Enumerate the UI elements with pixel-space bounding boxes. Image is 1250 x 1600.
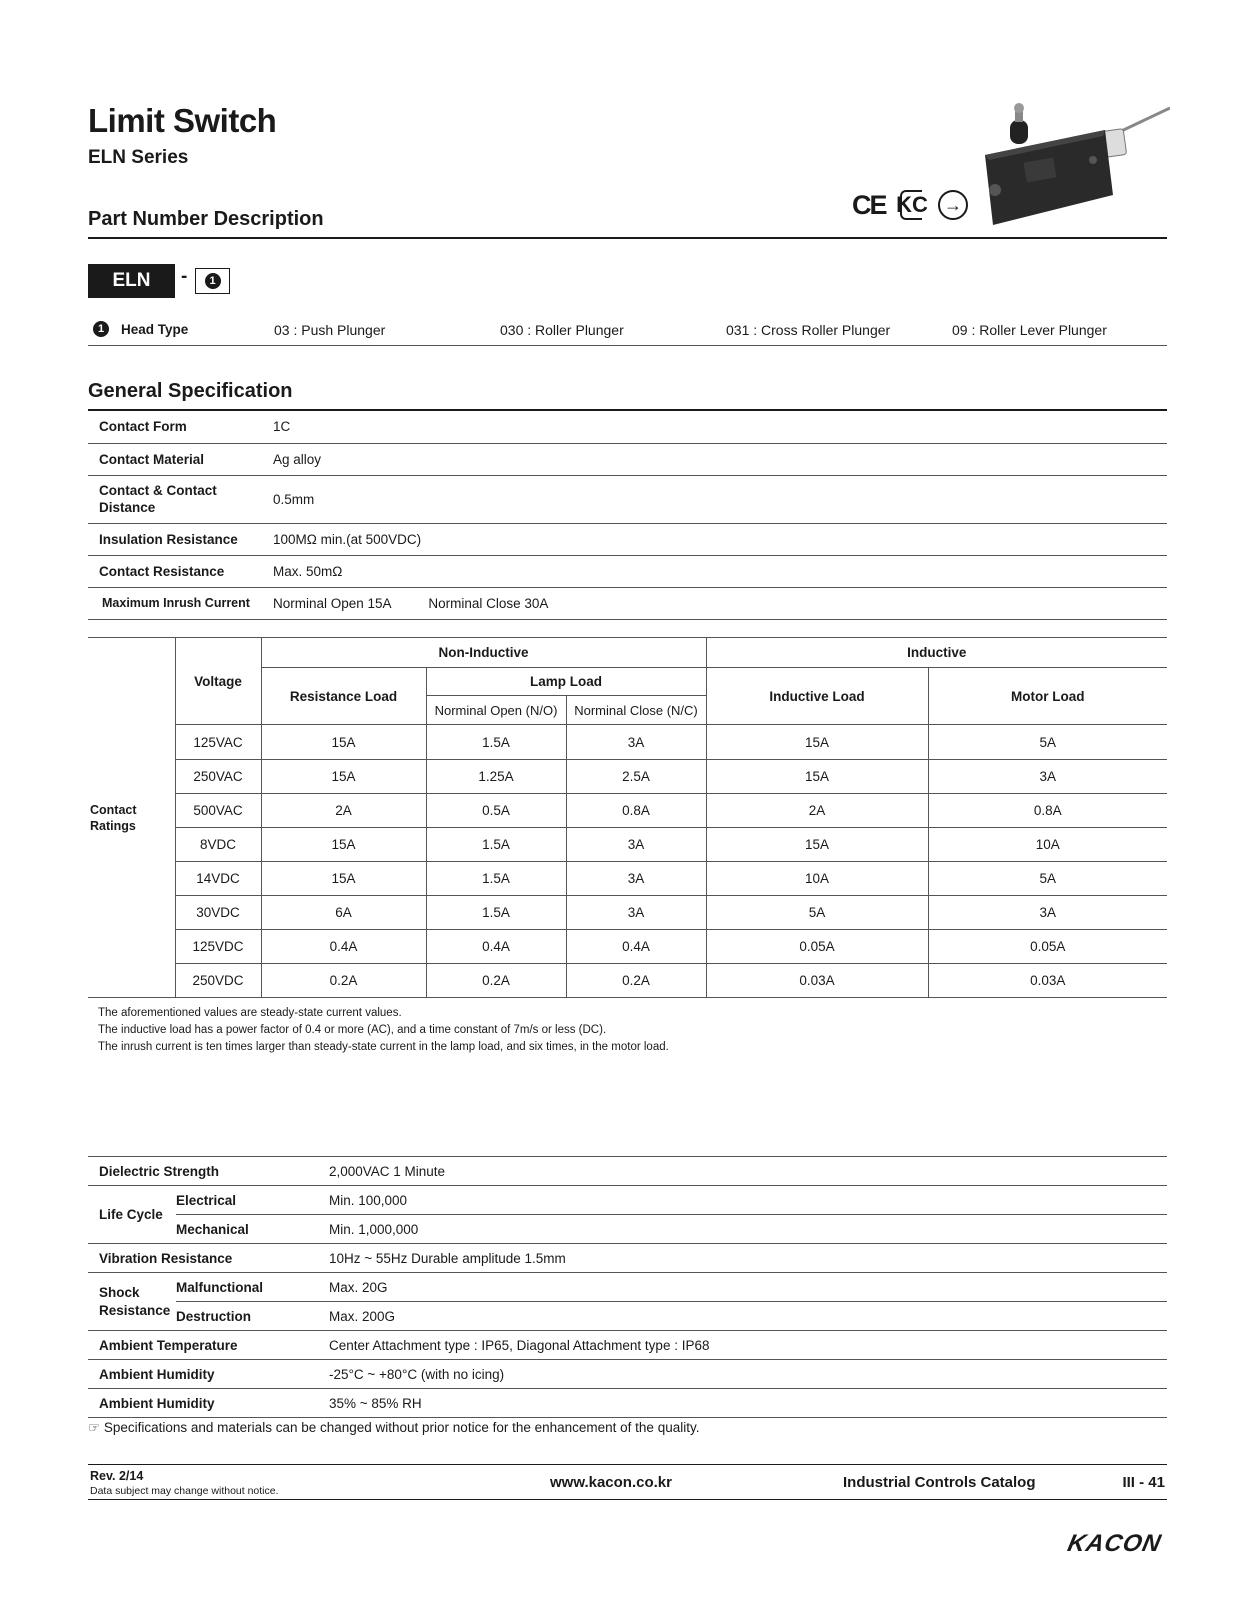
- table-cell: 0.2A: [426, 964, 566, 998]
- table-row: [88, 443, 1167, 475]
- spec-value: -25°C ~ +80°C (with no icing): [320, 1360, 1167, 1389]
- table-cell: 3A: [928, 760, 1167, 794]
- spec-key: Maximum Inrush Current: [88, 587, 264, 619]
- table-cell: 3A: [566, 862, 706, 896]
- general-spec-table: [88, 411, 1167, 620]
- table-cell: 2A: [706, 794, 928, 828]
- table-row: [88, 725, 1167, 760]
- spec-key: Ambient Humidity: [88, 1360, 320, 1389]
- spec-key: Shock Resistance: [88, 1273, 176, 1331]
- voltage-cell: 125VDC: [175, 930, 261, 964]
- voltage-cell: 125VAC: [175, 725, 261, 760]
- spec-value: Max. 200G: [320, 1302, 1167, 1331]
- spec-key: Ambient Humidity: [88, 1389, 320, 1418]
- spec-value: Center Attachment type : IP65, Diagonal Attachment type : IP68: [320, 1331, 1167, 1360]
- voltage-cell: 250VAC: [175, 760, 261, 794]
- table-cell: 15A: [261, 862, 426, 896]
- head-type-label: Head Type: [121, 322, 189, 337]
- ratings-notes: [98, 1005, 669, 1056]
- spec-value: Min. 1,000,000: [320, 1215, 1167, 1244]
- table-row: [88, 1360, 1167, 1389]
- spec-value: 0.5mm: [264, 475, 1167, 523]
- table-cell: 0.03A: [928, 964, 1167, 998]
- divider: [88, 237, 1167, 239]
- table-cell: 0.5A: [426, 794, 566, 828]
- spec-value: [264, 587, 1167, 619]
- spec-key: Insulation Resistance: [88, 523, 264, 555]
- note-line: The aforementioned values are steady-state current values.: [98, 1007, 402, 1019]
- spec-key: Life Cycle: [88, 1186, 176, 1244]
- spec-value: Max. 20G: [320, 1273, 1167, 1302]
- table-row: [88, 760, 1167, 794]
- contact-ratings-table: [88, 637, 1167, 998]
- table-row: [88, 1331, 1167, 1360]
- part-number-section-title: Part Number Description: [88, 208, 324, 230]
- table-cell: 5A: [928, 725, 1167, 760]
- table-row: [88, 555, 1167, 587]
- table-cell: 2A: [261, 794, 426, 828]
- head-type-row: [88, 318, 1167, 346]
- table-cell: 1.25A: [426, 760, 566, 794]
- table-cell: 0.2A: [566, 964, 706, 998]
- resistance-load-header: Resistance Load: [261, 668, 426, 725]
- table-cell: 15A: [706, 828, 928, 862]
- spec-value: 35% ~ 85% RH: [320, 1389, 1167, 1418]
- footnote: ☞ Specifications and materials can be changed without prior notice for the enhancement of the quality.: [88, 1420, 700, 1435]
- voltage-cell: 8VDC: [175, 828, 261, 862]
- page-footer: [88, 1464, 1167, 1500]
- table-row: [88, 964, 1167, 998]
- table-row: [88, 1157, 1167, 1186]
- part-slot-1: [195, 268, 230, 294]
- table-cell: 3A: [566, 725, 706, 760]
- table-cell: 0.8A: [928, 794, 1167, 828]
- table-cell: 1.5A: [426, 862, 566, 896]
- website-link[interactable]: www.kacon.co.kr: [550, 1474, 672, 1491]
- table-row: [88, 475, 1167, 523]
- arrow-mark-icon: →: [938, 190, 968, 220]
- table-cell: 0.05A: [928, 930, 1167, 964]
- head-option-1: 03 : Push Plunger: [274, 322, 386, 338]
- table-row: [88, 587, 1167, 619]
- table-cell: 5A: [706, 896, 928, 930]
- table-cell: 1.5A: [426, 725, 566, 760]
- page-subtitle: ELN Series: [88, 147, 189, 168]
- voltage-cell: 14VDC: [175, 862, 261, 896]
- table-cell: 0.05A: [706, 930, 928, 964]
- spec-key: Ambient Temperature: [88, 1331, 320, 1360]
- number-1-icon: 1: [205, 273, 221, 289]
- table-cell: 0.2A: [261, 964, 426, 998]
- spec-value: 1C: [264, 411, 1167, 443]
- spec-key: Dielectric Strength: [88, 1157, 320, 1186]
- part-prefix-box: ELN: [88, 264, 175, 298]
- ce-mark-icon: CE: [852, 189, 886, 220]
- note-line: The inductive load has a power factor of 0.4 or more (AC), and a time constant of 7m/s or less (DC).: [98, 1024, 607, 1036]
- additional-spec-table: [88, 1156, 1167, 1418]
- table-cell: 1.5A: [426, 896, 566, 930]
- table-cell: 10A: [928, 828, 1167, 862]
- table-row: [88, 411, 1167, 443]
- table-cell: 1.5A: [426, 828, 566, 862]
- spec-value: 100MΩ min.(at 500VDC): [264, 523, 1167, 555]
- spec-subkey: Mechanical: [176, 1215, 320, 1244]
- non-inductive-header: Non-Inductive: [261, 638, 706, 668]
- table-row: [88, 862, 1167, 896]
- table-row: [88, 1273, 1167, 1302]
- contact-ratings-label: Contact Ratings: [88, 638, 175, 998]
- number-1-icon: 1: [93, 321, 109, 337]
- table-cell: 0.03A: [706, 964, 928, 998]
- table-cell: 15A: [261, 760, 426, 794]
- table-cell: 15A: [261, 725, 426, 760]
- inductive-load-header: Inductive Load: [706, 668, 928, 725]
- general-spec-title: General Specification: [88, 380, 293, 402]
- table-cell: 15A: [706, 760, 928, 794]
- table-row: [88, 1389, 1167, 1418]
- note-line: The inrush current is ten times larger than steady-state current in the lamp load, and six times, in the motor load.: [98, 1041, 669, 1053]
- table-cell: 10A: [706, 862, 928, 896]
- voltage-cell: 500VAC: [175, 794, 261, 828]
- inductive-header: Inductive: [706, 638, 1167, 668]
- kacon-logo: KACON: [1065, 1530, 1164, 1557]
- table-row: [88, 1302, 1167, 1331]
- spec-value: 10Hz ~ 55Hz Durable amplitude 1.5mm: [320, 1244, 1167, 1273]
- table-row: [88, 930, 1167, 964]
- spec-key: Contact & Contact Distance: [88, 475, 264, 523]
- table-cell: 15A: [706, 725, 928, 760]
- table-row: [88, 1215, 1167, 1244]
- table-row: [88, 896, 1167, 930]
- voltage-header: Voltage: [175, 638, 261, 725]
- spec-subkey: Malfunctional: [176, 1273, 320, 1302]
- revision-note: Data subject may change without notice.: [90, 1485, 279, 1497]
- table-row: [88, 828, 1167, 862]
- voltage-cell: 30VDC: [175, 896, 261, 930]
- lamp-load-header: Lamp Load: [426, 668, 706, 696]
- head-option-4: 09 : Roller Lever Plunger: [952, 322, 1107, 338]
- revision: Rev. 2/14: [90, 1469, 144, 1483]
- table-cell: 0.4A: [261, 930, 426, 964]
- table-cell: 2.5A: [566, 760, 706, 794]
- table-row: [88, 1244, 1167, 1273]
- table-cell: 15A: [261, 828, 426, 862]
- spec-key: Contact Form: [88, 411, 264, 443]
- lamp-close-header: Norminal Close (N/C): [566, 696, 706, 725]
- head-option-2: 030 : Roller Plunger: [500, 322, 624, 338]
- lamp-open-header: Norminal Open (N/O): [426, 696, 566, 725]
- table-row: [88, 794, 1167, 828]
- spec-key: Contact Resistance: [88, 555, 264, 587]
- table-cell: 6A: [261, 896, 426, 930]
- inrush-close: Norminal Close 30A: [428, 595, 549, 611]
- part-dash: -: [181, 266, 188, 287]
- table-cell: 3A: [928, 896, 1167, 930]
- table-row: [88, 1186, 1167, 1215]
- spec-subkey: Destruction: [176, 1302, 320, 1331]
- voltage-cell: 250VDC: [175, 964, 261, 998]
- table-cell: 0.4A: [426, 930, 566, 964]
- kc-mark-icon: KC: [900, 190, 922, 220]
- page-title: Limit Switch: [88, 102, 277, 139]
- table-cell: 3A: [566, 896, 706, 930]
- spec-subkey: Electrical: [176, 1186, 320, 1215]
- table-cell: 0.4A: [566, 930, 706, 964]
- spec-key: Vibration Resistance: [88, 1244, 320, 1273]
- head-option-3: 031 : Cross Roller Plunger: [726, 322, 891, 338]
- table-row: [88, 523, 1167, 555]
- table-cell: 5A: [928, 862, 1167, 896]
- spec-key: Contact Material: [88, 443, 264, 475]
- spec-value: Ag alloy: [264, 443, 1167, 475]
- spec-value: Max. 50mΩ: [264, 555, 1167, 587]
- page-number: III - 41: [1122, 1474, 1165, 1491]
- motor-load-header: Motor Load: [928, 668, 1167, 725]
- catalog-name: Industrial Controls Catalog: [843, 1474, 1036, 1491]
- inrush-open: Norminal Open 15A: [273, 595, 391, 611]
- table-cell: 3A: [566, 828, 706, 862]
- spec-value: 2,000VAC 1 Minute: [320, 1157, 1167, 1186]
- table-row: [88, 638, 1167, 668]
- table-cell: 0.8A: [566, 794, 706, 828]
- spec-value: Min. 100,000: [320, 1186, 1167, 1215]
- product-image: [985, 100, 1170, 230]
